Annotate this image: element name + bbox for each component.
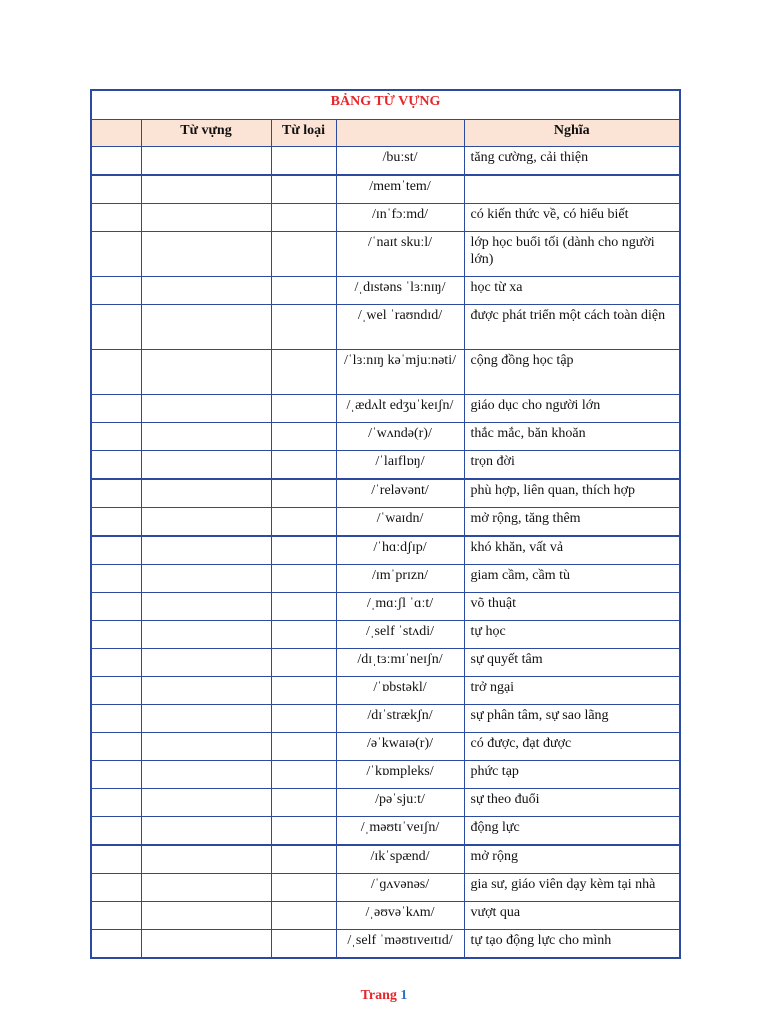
index-cell [91, 536, 141, 565]
word-cell [141, 479, 271, 508]
meaning-cell: trở ngại [464, 677, 680, 705]
pronunciation-cell: /ˈlaɪflɒŋ/ [336, 451, 464, 480]
pronunciation-cell: /ˌædʌlt edʒuˈkeɪʃn/ [336, 395, 464, 423]
index-cell [91, 845, 141, 874]
word-cell [141, 677, 271, 705]
meaning-cell: mở rộng [464, 845, 680, 874]
table-row [91, 232, 680, 277]
word-cell [141, 649, 271, 677]
table-row [91, 677, 680, 705]
header-vocabulary: Từ vựng [141, 120, 271, 147]
table-row [91, 789, 680, 817]
word-type-cell [271, 593, 336, 621]
word-type-cell [271, 305, 336, 350]
pronunciation-cell: /ˌself ˈstʌdi/ [336, 621, 464, 649]
word-cell [141, 277, 271, 305]
word-type-cell [271, 147, 336, 176]
pronunciation-cell: /ˌself ˈməʊtɪveɪtɪd/ [336, 930, 464, 959]
pronunciation-cell: /buːst/ [336, 147, 464, 176]
meaning-cell: tự học [464, 621, 680, 649]
index-cell [91, 677, 141, 705]
word-type-cell [271, 845, 336, 874]
word-cell [141, 423, 271, 451]
table-row [91, 508, 680, 537]
word-type-cell [271, 705, 336, 733]
meaning-cell: mở rộng, tăng thêm [464, 508, 680, 537]
word-type-cell [271, 508, 336, 537]
table-row [91, 175, 680, 204]
word-type-cell [271, 175, 336, 204]
word-type-cell [271, 277, 336, 305]
word-type-cell [271, 761, 336, 789]
word-cell [141, 621, 271, 649]
meaning-cell: võ thuật [464, 593, 680, 621]
word-type-cell [271, 733, 336, 761]
meaning-cell: có kiến thức về, có hiểu biết [464, 204, 680, 232]
meaning-cell: vượt qua [464, 902, 680, 930]
word-type-cell [271, 451, 336, 480]
index-cell [91, 451, 141, 480]
index-cell [91, 705, 141, 733]
index-cell [91, 565, 141, 593]
meaning-cell: phức tạp [464, 761, 680, 789]
pronunciation-cell: /ɪnˈfɔːmd/ [336, 204, 464, 232]
header-index [91, 120, 141, 147]
table-row [91, 733, 680, 761]
meaning-cell [464, 175, 680, 204]
pronunciation-cell: /ˈɒbstəkl/ [336, 677, 464, 705]
pronunciation-cell: /dɪˈstrækʃn/ [336, 705, 464, 733]
index-cell [91, 593, 141, 621]
word-cell [141, 508, 271, 537]
meaning-cell: sự phân tâm, sự sao lãng [464, 705, 680, 733]
pronunciation-cell: /ˈkɒmpleks/ [336, 761, 464, 789]
word-cell [141, 593, 271, 621]
pronunciation-cell: /ˌməʊtɪˈveɪʃn/ [336, 817, 464, 846]
word-cell [141, 305, 271, 350]
table-row [91, 204, 680, 232]
table-row [91, 761, 680, 789]
table-row [91, 565, 680, 593]
pronunciation-cell: /ɪkˈspænd/ [336, 845, 464, 874]
index-cell [91, 649, 141, 677]
table-body [91, 147, 680, 959]
word-cell [141, 451, 271, 480]
word-cell [141, 733, 271, 761]
meaning-cell: tự tạo động lực cho mình [464, 930, 680, 959]
word-type-cell [271, 536, 336, 565]
meaning-cell: được phát triển một cách toàn diện [464, 305, 680, 350]
pronunciation-cell: /ˈwʌndə(r)/ [336, 423, 464, 451]
vocabulary-table [90, 89, 681, 959]
word-type-cell [271, 479, 336, 508]
pronunciation-cell: /ˈɡʌvənəs/ [336, 874, 464, 902]
table-row [91, 705, 680, 733]
header-pronunciation [336, 120, 464, 147]
index-cell [91, 305, 141, 350]
header-word-type: Từ loại [271, 120, 336, 147]
word-type-cell [271, 350, 336, 395]
page-label: Trang [360, 988, 397, 1003]
index-cell [91, 621, 141, 649]
meaning-cell: khó khăn, vất vả [464, 536, 680, 565]
index-cell [91, 479, 141, 508]
table-row [91, 536, 680, 565]
meaning-cell: gia sư, giáo viên dạy kèm tại nhà [464, 874, 680, 902]
word-cell [141, 536, 271, 565]
header-meaning: Nghĩa [464, 120, 680, 147]
index-cell [91, 232, 141, 277]
index-cell [91, 733, 141, 761]
word-type-cell [271, 677, 336, 705]
pronunciation-cell: /dɪˌtɜːmɪˈneɪʃn/ [336, 649, 464, 677]
table-row [91, 930, 680, 959]
meaning-cell: động lực [464, 817, 680, 846]
word-type-cell [271, 902, 336, 930]
pronunciation-cell: /ˌdɪstəns ˈlɜːnɪŋ/ [336, 277, 464, 305]
table-row [91, 874, 680, 902]
index-cell [91, 761, 141, 789]
table-row [91, 649, 680, 677]
word-type-cell [271, 874, 336, 902]
word-type-cell [271, 423, 336, 451]
pronunciation-cell: /ˈreləvənt/ [336, 479, 464, 508]
table-row [91, 593, 680, 621]
pronunciation-cell: /pəˈsjuːt/ [336, 789, 464, 817]
pronunciation-cell: /ˌwel ˈraʊndɪd/ [336, 305, 464, 350]
table-row [91, 451, 680, 480]
word-cell [141, 761, 271, 789]
word-cell [141, 565, 271, 593]
index-cell [91, 175, 141, 204]
word-type-cell [271, 649, 336, 677]
word-cell [141, 204, 271, 232]
pronunciation-cell: /memˈtem/ [336, 175, 464, 204]
meaning-cell: giáo dục cho người lớn [464, 395, 680, 423]
word-type-cell [271, 621, 336, 649]
word-cell [141, 789, 271, 817]
index-cell [91, 423, 141, 451]
meaning-cell: cộng đồng học tập [464, 350, 680, 395]
pronunciation-cell: /ɪmˈprɪzn/ [336, 565, 464, 593]
page-number [0, 988, 768, 1004]
meaning-cell: học từ xa [464, 277, 680, 305]
word-cell [141, 147, 271, 176]
word-cell [141, 817, 271, 846]
pronunciation-cell: /ˌmɑːʃl ˈɑːt/ [336, 593, 464, 621]
table-row [91, 277, 680, 305]
word-cell [141, 232, 271, 277]
word-cell [141, 175, 271, 204]
table-row [91, 621, 680, 649]
word-cell [141, 930, 271, 959]
pronunciation-cell: /əˈkwaɪə(r)/ [336, 733, 464, 761]
index-cell [91, 147, 141, 176]
pronunciation-cell: /ˈlɜːnɪŋ kəˈmjuːnəti/ [336, 350, 464, 395]
word-type-cell [271, 817, 336, 846]
meaning-cell: giam cầm, cầm tù [464, 565, 680, 593]
table-row [91, 817, 680, 846]
word-type-cell [271, 232, 336, 277]
meaning-cell: lớp học buổi tối (dành cho người lớn) [464, 232, 680, 277]
table-row [91, 395, 680, 423]
pronunciation-cell: /ˈwaɪdn/ [336, 508, 464, 537]
meaning-cell: trọn đời [464, 451, 680, 480]
word-cell [141, 874, 271, 902]
word-cell [141, 902, 271, 930]
word-cell [141, 845, 271, 874]
meaning-cell: sự theo đuổi [464, 789, 680, 817]
index-cell [91, 930, 141, 959]
word-type-cell [271, 789, 336, 817]
index-cell [91, 874, 141, 902]
index-cell [91, 508, 141, 537]
table-row [91, 479, 680, 508]
meaning-cell: có được, đạt được [464, 733, 680, 761]
word-type-cell [271, 204, 336, 232]
table-row [91, 845, 680, 874]
index-cell [91, 204, 141, 232]
index-cell [91, 902, 141, 930]
index-cell [91, 277, 141, 305]
table-row [91, 305, 680, 350]
meaning-cell: tăng cường, cải thiện [464, 147, 680, 176]
table-row [91, 423, 680, 451]
index-cell [91, 395, 141, 423]
word-cell [141, 395, 271, 423]
table-title: BẢNG TỪ VỰNG [91, 90, 680, 120]
word-cell [141, 350, 271, 395]
meaning-cell: thắc mắc, băn khoăn [464, 423, 680, 451]
pronunciation-cell: /ˌəʊvəˈkʌm/ [336, 902, 464, 930]
table-row [91, 902, 680, 930]
pronunciation-cell: /ˈnaɪt skuːl/ [336, 232, 464, 277]
word-type-cell [271, 395, 336, 423]
table-header-row [91, 120, 680, 147]
table-row [91, 350, 680, 395]
word-cell [141, 705, 271, 733]
word-type-cell [271, 930, 336, 959]
index-cell [91, 789, 141, 817]
pronunciation-cell: /ˈhɑːdʃɪp/ [336, 536, 464, 565]
table-row [91, 147, 680, 176]
meaning-cell: sự quyết tâm [464, 649, 680, 677]
page-number-value: 1 [400, 988, 408, 1003]
index-cell [91, 350, 141, 395]
meaning-cell: phù hợp, liên quan, thích hợp [464, 479, 680, 508]
index-cell [91, 817, 141, 846]
word-type-cell [271, 565, 336, 593]
